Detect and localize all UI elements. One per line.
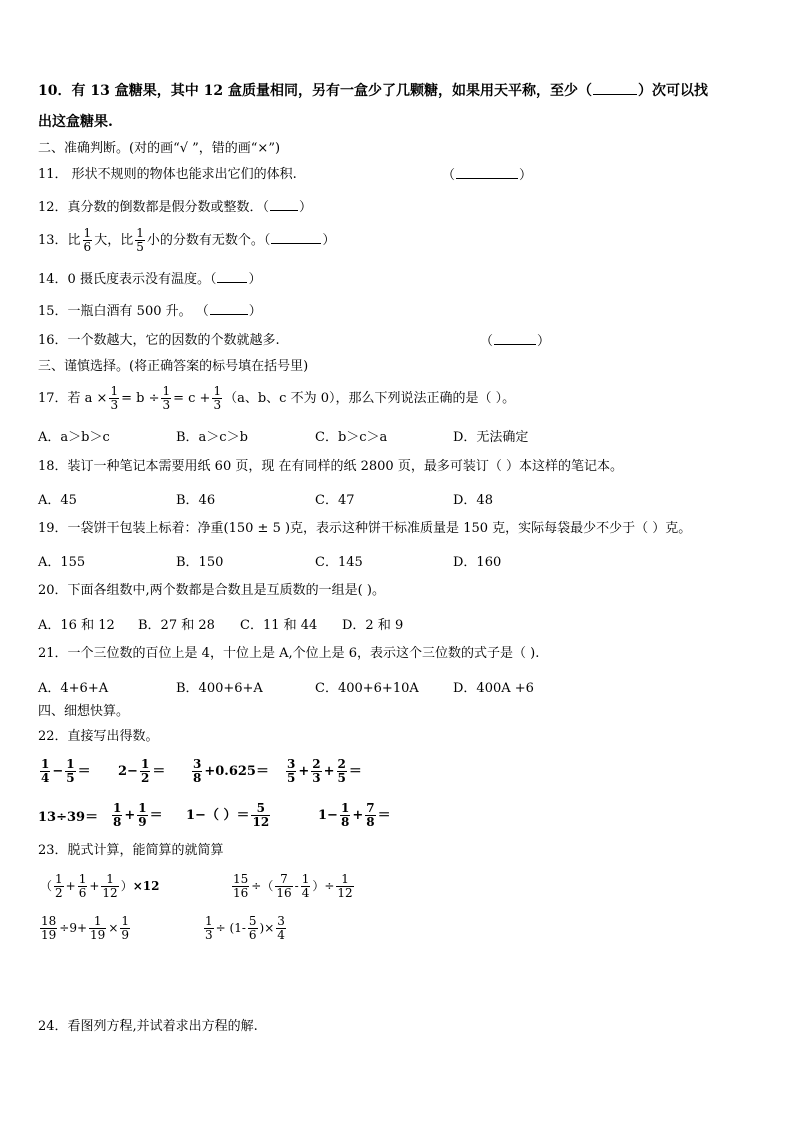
frac-1-9: $\frac{1}{9}$	[138, 801, 147, 829]
q23-expr4	[202, 910, 288, 946]
q17-option-d: D．无法确定	[453, 430, 529, 445]
q10-text-end: ）次可以找	[637, 83, 708, 99]
frac-2-3: $\frac{2}{3}$	[312, 757, 321, 785]
section-2-heading: 二、准确判断。(对的画“√ ”，错的画“×”)	[38, 141, 281, 156]
q15-blank	[210, 302, 248, 315]
q22-r2-plus: +	[124, 808, 136, 823]
q19-option-c: C．145	[315, 555, 363, 570]
q22-r1-plus1: +	[298, 764, 310, 779]
frac-1-2b: $\frac{1}{2}$	[55, 872, 63, 900]
q18-option-a: A．45	[38, 493, 77, 508]
q23-e4-times: ×	[264, 921, 275, 935]
q22-row2-expr4	[318, 798, 391, 834]
q16	[38, 332, 280, 350]
q17-fraction-3	[212, 385, 222, 412]
q17-fraction-1	[109, 385, 119, 412]
q15	[38, 302, 262, 321]
frac-1-12b: $\frac{1}{12}$	[337, 872, 353, 900]
q22-r2-eq: ＝	[149, 808, 163, 823]
q14	[38, 270, 261, 289]
q15-text: 15．一瓶白酒有 500 升。 （	[38, 304, 209, 319]
q17-f3-den: 3	[213, 398, 222, 412]
q22-row2-expr3	[186, 798, 272, 834]
q13-fraction-2	[135, 227, 145, 254]
q17-f2-den: 3	[162, 398, 171, 412]
frac-18-19: $\frac{18}{19}$	[41, 914, 57, 942]
q24: 24．看图列方程,并试着求出方程的解.	[38, 1019, 258, 1034]
q22-row1-expr1	[38, 754, 91, 790]
q23-e2-div: ÷	[324, 879, 335, 893]
frac-1-6: $\frac{1}{6}$	[78, 872, 87, 900]
q22-r1-plus2: +	[323, 764, 335, 779]
q17-option-a: A．a＞b＞c	[38, 430, 110, 445]
frac-1-2: $\frac{1}{2}$	[140, 757, 150, 785]
q23-e3-div9: ÷9+	[59, 921, 88, 935]
q17-f3-num: 1	[213, 384, 222, 398]
q11-text: 11． 形状不规则的物体也能求出它们的体积.	[38, 167, 297, 182]
q23-e4-close: )	[259, 921, 265, 935]
q22-r2-one-minus: 1−（ ）＝	[186, 808, 250, 823]
q17-option-c: C．b＞c＞a	[315, 430, 388, 445]
q21-option-c: C．400+6+10A	[315, 681, 419, 696]
q13-f2-num: 1	[136, 226, 144, 240]
frac-15-16: $\frac{15}{16}$	[233, 872, 249, 900]
q22-r2-one-minus2: 1−	[318, 808, 338, 823]
q21-option-a: A．4+6+A	[38, 681, 109, 696]
q17-option-b: B．a＞c＞b	[176, 430, 248, 445]
q10-line1	[38, 82, 708, 100]
q20-option-d: D．2 和 9	[342, 618, 404, 633]
q13-close: ）	[322, 233, 336, 248]
frac-1-5: $\frac{1}{5}$	[66, 757, 75, 785]
q22-row1-expr3	[190, 754, 269, 790]
q23-e2-open: （	[261, 879, 274, 893]
q23-e1-close: ）	[120, 879, 133, 893]
q22-r2-eq4: ＝	[377, 808, 391, 823]
frac-3-8: $\frac{3}{8}$	[193, 757, 202, 785]
q13-f2-den: 5	[136, 240, 144, 254]
section-4-heading: 四、细想快算。	[38, 704, 130, 719]
q12	[38, 198, 312, 217]
q17-fraction-2	[161, 385, 171, 412]
frac-3-4: $\frac{3}{4}$	[277, 914, 285, 942]
q19-option-d: D．160	[453, 555, 502, 570]
q18-option-c: C．47	[315, 493, 355, 508]
q16-answer	[480, 332, 550, 351]
q17-text-b: = b ÷	[121, 391, 160, 406]
q20-option-c: C．11 和 44	[240, 618, 318, 633]
q13-blank	[271, 231, 321, 244]
q22-row2-expr1: 13÷39＝	[38, 810, 99, 825]
q22-r1-eq4: ＝	[348, 764, 362, 779]
q14-close: ）	[248, 272, 262, 287]
q16-text: 16．一个数越大，它的因数的个数就越多.	[38, 333, 280, 348]
q21: 21．一个三位数的百位上是 4，十位上是 A,个位上是 6，表示这个三位数的式子是（ ).	[38, 646, 540, 661]
frac-1-8b: $\frac{1}{8}$	[340, 801, 350, 829]
q13-fraction-1	[83, 227, 93, 254]
q11-open: （	[442, 168, 456, 183]
q22-r1-eq: ＝	[77, 764, 91, 779]
q17-f1-den: 3	[110, 398, 119, 412]
frac-1-12: $\frac{1}{12}$	[102, 872, 118, 900]
q14-text: 14．0 摄氏度表示没有温度。（	[38, 272, 217, 287]
q17-text-c: = c +	[173, 391, 211, 406]
q23-title: 23．脱式计算，能简算的就简算	[38, 843, 224, 858]
q17-f2-num: 1	[162, 384, 171, 398]
frac-3-5: $\frac{3}{5}$	[287, 757, 296, 785]
q19-option-a: A．155	[38, 555, 86, 570]
q10-text: 10．有 13 盒糖果，其中 12 盒质量相同，另有一盒少了几颗糖，如果用天平称，至少（	[38, 83, 592, 99]
q10-blank	[593, 82, 637, 95]
q15-close: ）	[248, 304, 262, 319]
q17-f1-num: 1	[110, 384, 119, 398]
q10-line2: 出这盒糖果.	[38, 114, 113, 130]
q23-expr3	[38, 910, 132, 946]
q23-e3-times: ×	[108, 921, 119, 935]
q13-f1-den: 6	[83, 240, 92, 254]
q19: 19．一袋饼干包装上标着：净重(150 ± 5 )克，表示这种饼干标准质量是 150 克，实际每袋最少不少于（ ）克。	[38, 521, 692, 536]
q23-e2-close: ）	[312, 879, 325, 893]
q13-f1-num: 1	[83, 226, 92, 240]
q16-open: （	[480, 334, 494, 349]
q22-row1-expr4	[284, 754, 362, 790]
q18: 18．装订一种笔记本需要用纸 60 页，现 在有同样的纸 2800 页，最多可装订（ ）本这样的笔记本。	[38, 459, 623, 474]
q23-expr1: （ $\frac{1}{2}$ + $\frac{1}{6}$ + $\frac{1}{12}$ ）×12	[40, 872, 160, 900]
q20: 20．下面各组数中,两个数都是合数且是互质数的一组是( )。	[38, 583, 385, 598]
q11-blank	[456, 166, 518, 179]
q18-option-b: B．46	[176, 493, 216, 508]
q22-r1-eq2: ＝	[152, 764, 166, 779]
q23-expr2: $\frac{15}{16}$ ÷（ $\frac{7}{16}$ - $\frac{1}{4}$ ）÷ $\frac{1}{12}$	[233, 872, 353, 900]
q11-answer	[442, 166, 532, 185]
q13-text-a: 13．比	[38, 233, 81, 248]
frac-1-4: $\frac{1}{4}$	[41, 757, 50, 785]
q23-e4-open: (1-	[229, 921, 246, 935]
q16-close: ）	[537, 334, 551, 349]
q23-e1-x12: ×12	[132, 879, 160, 893]
frac-2-5: $\frac{2}{5}$	[337, 757, 346, 785]
q19-option-b: B．150	[176, 555, 224, 570]
frac-5-6: $\frac{5}{6}$	[248, 914, 257, 942]
q22-r2-plus2: +	[352, 808, 364, 823]
q12-text: 12．真分数的倒数都是假分数或整数．（	[38, 200, 270, 215]
frac-7-16: $\frac{7}{16}$	[276, 872, 292, 900]
q22-row1-expr2	[118, 754, 165, 790]
q11-close: ）	[519, 168, 533, 183]
q13-text-c: 小的分数有无数个。（	[146, 233, 271, 248]
frac-1-19: $\frac{1}{19}$	[90, 914, 106, 942]
q12-close: ）	[299, 200, 313, 215]
q22-title: 22．直接写出得数。	[38, 729, 159, 744]
frac-1-4b: $\frac{1}{4}$	[301, 872, 310, 900]
q23-e1-open: （	[40, 879, 53, 893]
q20-option-b: B．27 和 28	[138, 618, 215, 633]
q16-blank	[494, 332, 536, 345]
q20-option-a: A．16 和 12	[38, 618, 115, 633]
q17-text-a: 17．若 a ×	[38, 391, 108, 406]
q22-r1-minus: −	[52, 764, 64, 779]
q22-row2-expr2	[110, 798, 163, 834]
frac-5-12: $\frac{5}{12}$	[252, 801, 270, 829]
q22-r1-two-minus: 2−	[118, 764, 138, 779]
section-3-heading: 三、谨慎选择。(将正确答案的标号填在括号里)	[38, 359, 309, 374]
q17	[38, 384, 515, 414]
q13	[38, 226, 335, 256]
q21-option-b: B．400+6+A	[176, 681, 263, 696]
frac-1-3: $\frac{1}{3}$	[205, 914, 213, 942]
q21-option-d: D．400A +6	[453, 681, 534, 696]
q18-option-d: D．48	[453, 493, 493, 508]
q23-e4-div: ÷	[215, 921, 226, 935]
q14-blank	[217, 270, 247, 283]
q12-blank	[270, 198, 298, 211]
q11	[38, 166, 297, 184]
frac-7-8: $\frac{7}{8}$	[366, 801, 375, 829]
frac-1-8: $\frac{1}{8}$	[113, 801, 122, 829]
frac-1-9b: $\frac{1}{9}$	[121, 914, 130, 942]
q13-text-b: 大，比	[94, 233, 134, 248]
q22-r1-plus0625: +0.625＝	[204, 764, 269, 779]
q17-text-d: （a、b、c 不为 0），那么下列说法正确的是（ ）。	[224, 391, 516, 406]
